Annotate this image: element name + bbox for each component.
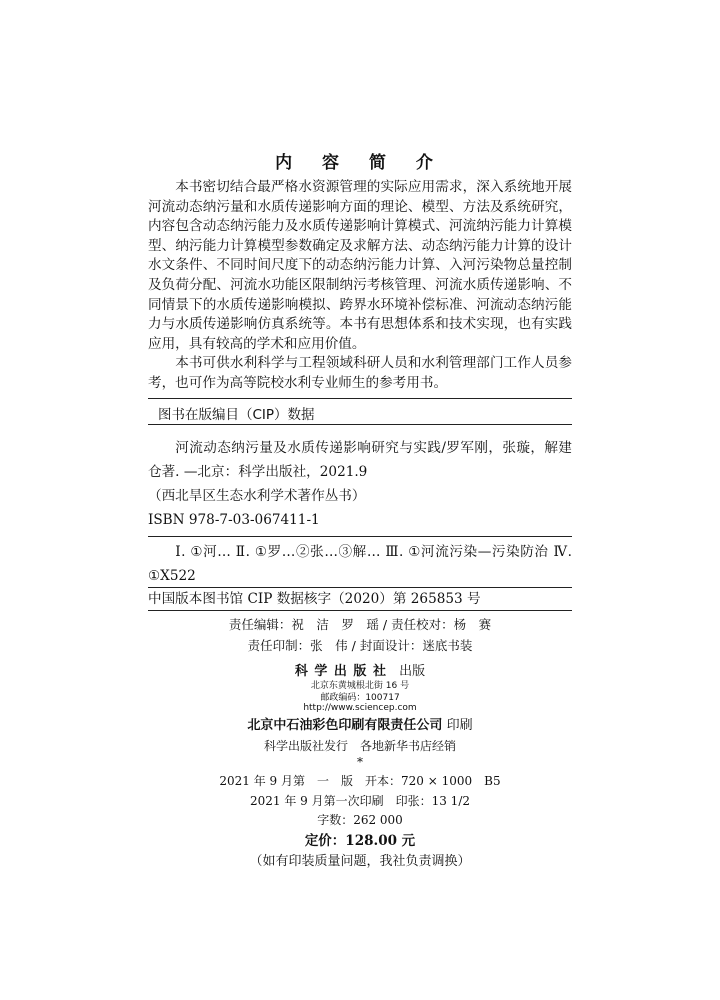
edition-line-2: 2021 年 9 月第一次印刷 印张：13 1/2 [249, 794, 470, 808]
cip-bottom-rule-2 [148, 610, 572, 611]
cip-series: （西北旱区生态水利学术著作丛书） [148, 488, 366, 504]
cip-title-line: 河流动态纳污量及水质传递影响研究与实践/罗军刚，张璇，解建仓著. —北京：科学出版社，2021.9 [148, 440, 572, 480]
intro-body [148, 178, 572, 394]
cip-isbn: ISBN 978-7-03-067411-1 [148, 512, 320, 528]
publisher-address: 北京东黄城根北街 16 号 [310, 681, 410, 691]
cip-check-text: 中国版本图书馆 CIP 数据核字（2020）第 265853 号 [148, 591, 481, 607]
distribution-line: 科学出版社发行 各地新华书店经销 [263, 739, 456, 753]
cip-top-rule [148, 398, 572, 399]
credits-line-2: 责任印制：张 伟 / 封面设计：迷底书装 [247, 638, 473, 653]
cip-heading-rule [148, 424, 572, 425]
cip-check-number [148, 589, 572, 609]
publisher-suffix: 出版 [399, 664, 426, 679]
word-count: 字数：262 000 [317, 813, 403, 827]
credits-line-1: 责任编辑：祝 洁 罗 瑶 / 责任校对：杨 赛 [228, 617, 492, 632]
printer-name: 北京中石油彩色印刷有限责任公司 [247, 718, 443, 733]
publisher-postcode: 邮政编码：100717 [320, 693, 400, 703]
printer-line [0, 714, 720, 733]
publisher-line [0, 660, 720, 679]
cip-bottom-rule-1 [148, 587, 572, 588]
intro-paragraph: 本书密切结合最严格水资源管理的实际应用需求，深入系统地开展河流动态纳污量和水质传递影响方面的理论、模型、方法及系统研究，内容包含动态纳污能力及水质传递影响计算模式、河流纳污能力计算模型、纳污能力计算模型参数确定及求解方法、动态纳污能力计算的设计水文条件、不同时间尺度下的动态纳污能力计算、入河污染物总量控制及负荷分配、河流水功能区限制纳污考核管理、河流水质传递影响、不同情景下的水质传递影响模拟、跨界水环境补偿标准、河流动态纳污能力与水质传递影响仿真系统等。本书有思想体系和技术实现，也有实践应用，具有较高的学术和应用价值。 [148, 179, 572, 352]
quality-note: （如有印装质量问题，我社负责调换） [249, 854, 471, 869]
cip-classification-block [148, 540, 572, 588]
price: 定价：128.00 元 [304, 833, 416, 849]
cip-classification: Ⅰ. ①河… Ⅱ. ①罗…②张…③解… Ⅲ. ①河流污染—污染防治 Ⅳ. ①X522 [148, 544, 572, 584]
publisher-website: http://www.sciencep.com [303, 703, 417, 713]
cip-block [148, 436, 572, 532]
intro-paragraph: 本书可供水利科学与工程领域科研人员和水利管理部门工作人员参考，也可作为高等院校水利专业师生的参考用书。 [148, 355, 572, 391]
separator-star: * [357, 755, 363, 769]
cip-heading: 图书在版编目（CIP）数据 [158, 407, 315, 423]
publisher-name: 科 学 出 版 社 [294, 664, 387, 679]
intro-title: 内 容 简 介 [275, 153, 445, 173]
edition-line-1: 2021 年 9 月第 一 版 开本：720 × 1000 B5 [219, 774, 501, 788]
cip-mid-rule [148, 536, 572, 537]
printer-suffix: 印刷 [446, 718, 473, 733]
